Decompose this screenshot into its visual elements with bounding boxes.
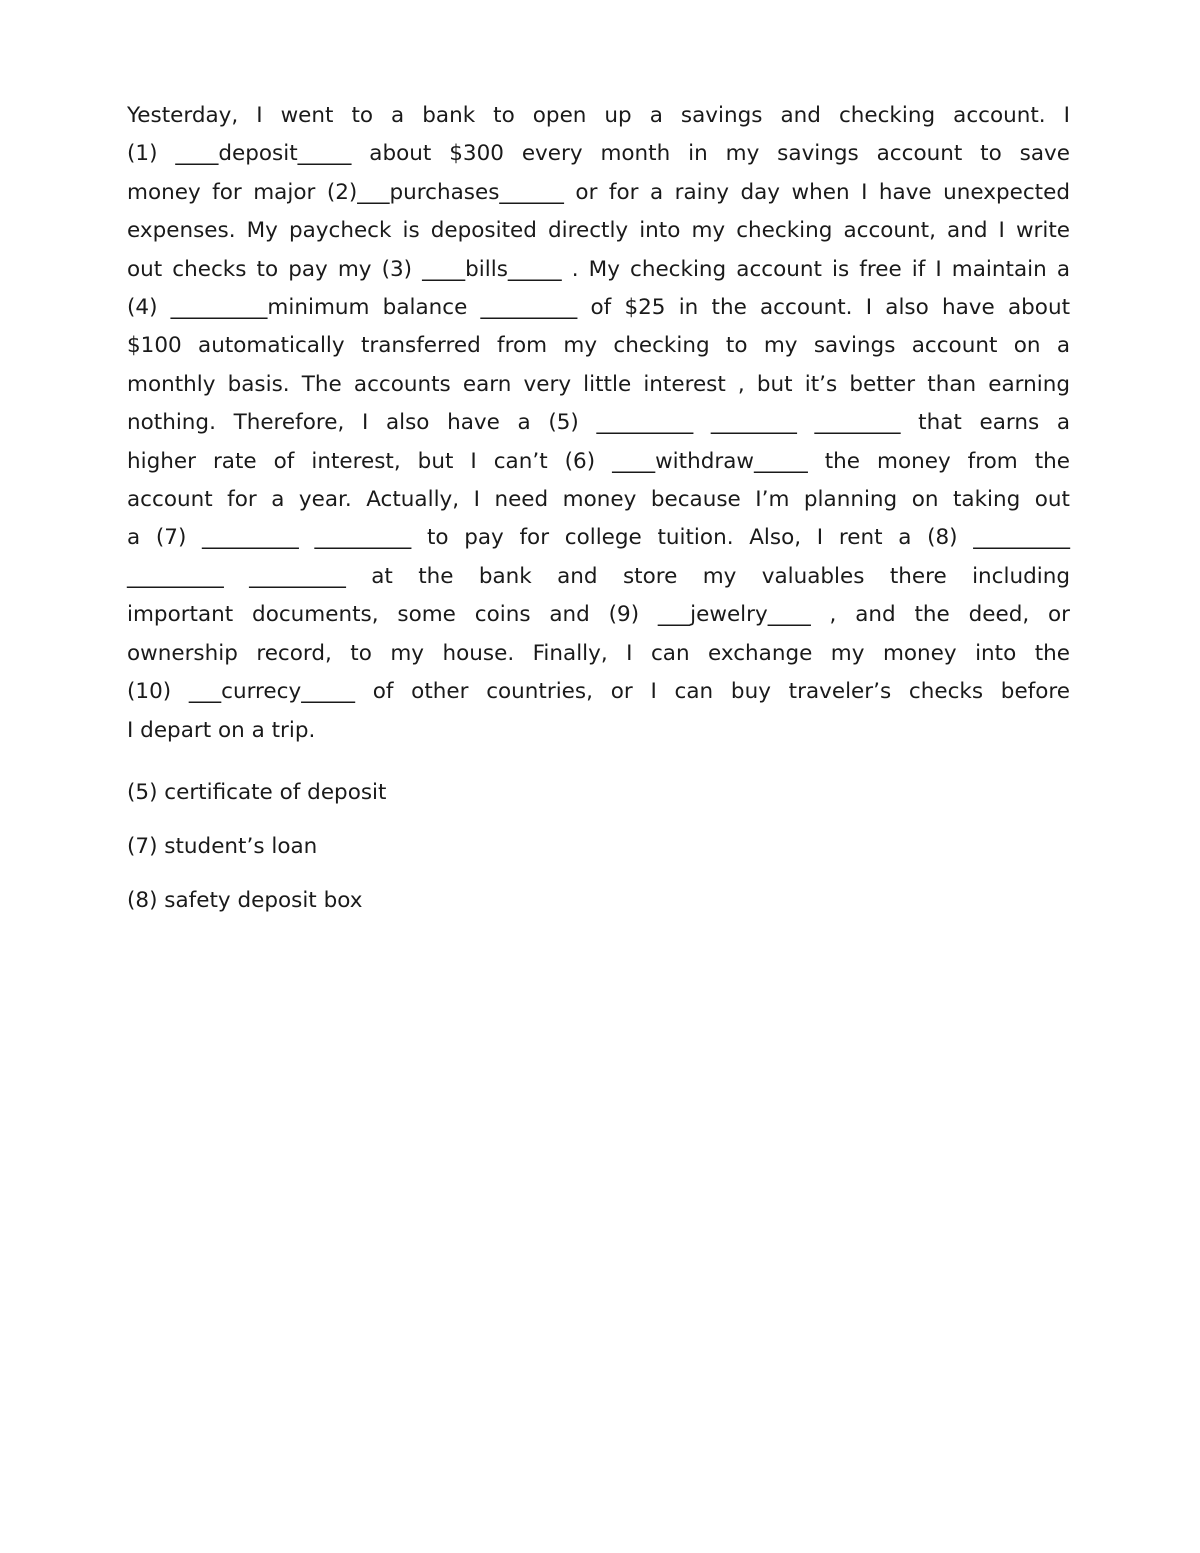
passage-line: a (7) _________ _________ to pay for college tuition. Also, I rent a (8) _________ xyxy=(127,525,1070,551)
passage-line: nothing. Therefore, I also have a (5) _________ ________ ________ that earns a xyxy=(127,410,1070,436)
document-page xyxy=(127,97,1070,928)
passage-line: out checks to pay my (3) ____bills_____ . My checking account is free if I maintain a xyxy=(127,256,1070,282)
passage-line: expenses. My paycheck is deposited directly into my checking account, and I write xyxy=(127,218,1070,244)
passage-line: money for major (2)___purchases______ or for a rainy day when I have unexpected xyxy=(127,179,1070,205)
passage-line: Yesterday, I went to a bank to open up a savings and checking account. I xyxy=(127,103,1070,128)
answer-item: (8) safety deposit box xyxy=(127,887,363,913)
passage-line: $100 automatically transferred from my checking to my savings account on a xyxy=(127,333,1070,359)
passage-line: (4) _________minimum balance _________ of $25 in the account. I also have about xyxy=(127,295,1070,321)
passage-line: _________ _________ at the bank and store my valuables there including xyxy=(127,563,1070,589)
passage-line: account for a year. Actually, I need money because I’m planning on taking out xyxy=(127,487,1070,513)
answer-item: (5) certificate of deposit xyxy=(127,779,387,805)
passage-line: ownership record, to my house. Finally, I can exchange my money into the xyxy=(127,640,1070,666)
passage-line: I depart on a trip. xyxy=(127,717,316,743)
passage-line: monthly basis. The accounts earn very little interest , but it’s better than earning xyxy=(127,371,1070,397)
answer-list xyxy=(127,766,1070,928)
passage-line: higher rate of interest, but I can’t (6) ____withdraw_____ the money from the xyxy=(127,448,1070,474)
passage-paragraph xyxy=(127,97,1070,750)
passage-line: (10) ___currecy_____ of other countries, or I can buy traveler’s checks before xyxy=(127,679,1070,705)
passage-line: (1) ____deposit_____ about $300 every month in my savings account to save xyxy=(127,141,1070,167)
passage-line: important documents, some coins and (9) ___jewelry____ , and the deed, or xyxy=(127,602,1070,628)
answer-item: (7) student’s loan xyxy=(127,833,318,859)
